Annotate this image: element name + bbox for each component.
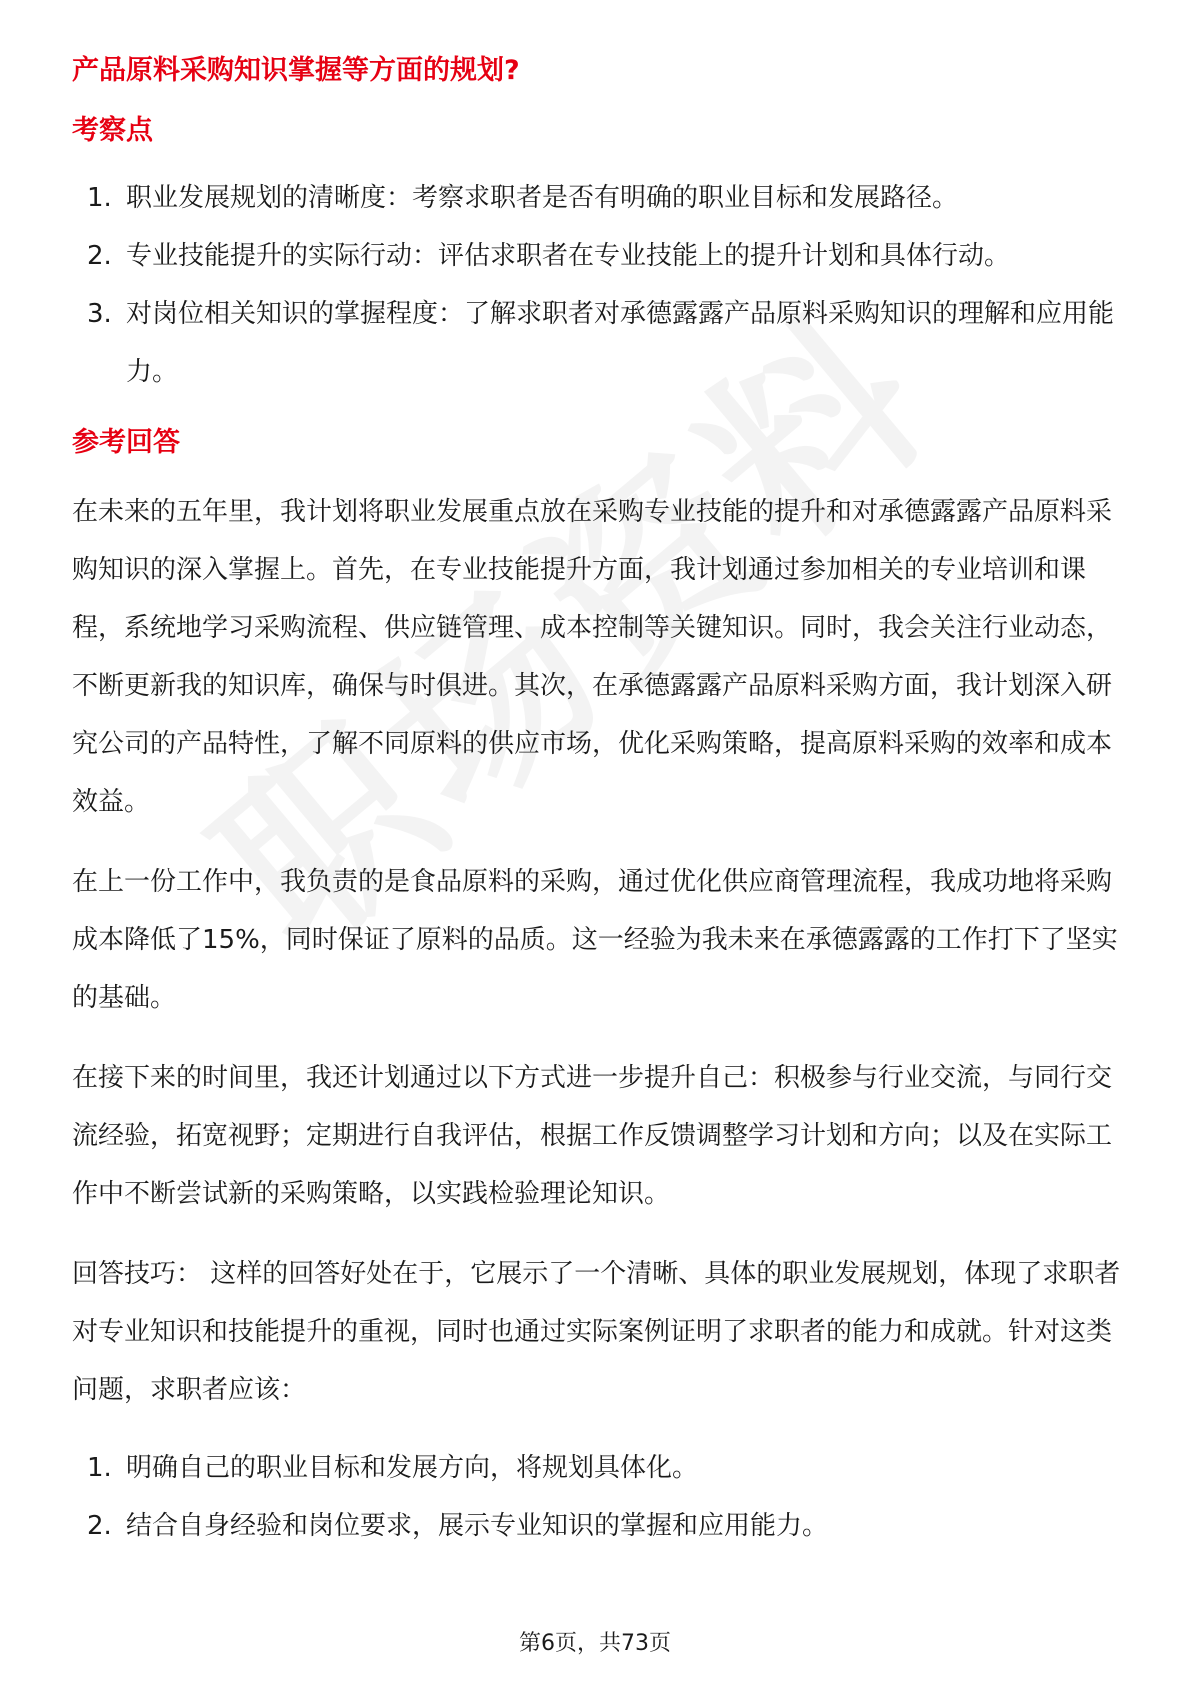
list-item-text: 结合自身经验和岗位要求，展示专业知识的掌握和应用能力。 — [126, 1511, 829, 1541]
list-item — [72, 1497, 1132, 1555]
answer-heading: 参考回答 — [72, 427, 180, 458]
page-content — [72, 45, 1132, 1555]
list-number: 2. — [87, 241, 112, 271]
list-number: 1. — [87, 183, 112, 213]
list-number: 1. — [87, 1453, 112, 1483]
tips-list — [72, 1439, 1132, 1555]
list-item — [72, 227, 1132, 285]
examination-heading: 考察点 — [72, 115, 153, 146]
answer-paragraph-3: 在接下来的时间里，我还计划通过以下方式进一步提升自己：积极参与行业交流，与同行交流经验，拓宽视野；定期进行自我评估，根据工作反馈调整学习计划和方向；以及在实际工作中不断尝试新的采购策略，以实践检验理论知识。 — [72, 1063, 1113, 1209]
answer-paragraph-2: 在上一份工作中，我负责的是食品原料的采购，通过优化供应商管理流程，我成功地将采购成本降低了15%，同时保证了原料的品质。这一经验为我未来在承德露露的工作打下了坚实的基础。 — [72, 867, 1118, 1013]
list-item-text: 对岗位相关知识的掌握程度：了解求职者对承德露露产品原料采购知识的理解和应用能力。 — [126, 299, 1115, 387]
list-number: 2. — [87, 1511, 112, 1541]
page-number: 第6页，共73页 — [519, 1631, 671, 1656]
question-title: 产品原料采购知识掌握等方面的规划? — [72, 55, 520, 86]
list-item-text: 明确自己的职业目标和发展方向，将规划具体化。 — [126, 1453, 699, 1483]
examination-list — [72, 169, 1132, 401]
list-item — [72, 1439, 1132, 1497]
list-item — [72, 169, 1132, 227]
answer-paragraph-1: 在未来的五年里，我计划将职业发展重点放在采购专业技能的提升和对承德露露产品原料采购知识的深入掌握上。首先，在专业技能提升方面，我计划通过参加相关的专业培训和课程，系统地学习采购流程、供应链管理、成本控制等关键知识。同时，我会关注行业动态，不断更新我的知识库，确保与时俱进。其次，在承德露露产品原料采购方面，我计划深入研究公司的产品特性，了解不同原料的供应市场，优化采购策略，提高原料采购的效率和成本效益。 — [72, 497, 1113, 817]
list-item-text: 职业发展规划的清晰度：考察求职者是否有明确的职业目标和发展路径。 — [126, 183, 959, 213]
list-number: 3. — [87, 299, 112, 329]
answer-tips-paragraph: 回答技巧： 这样的回答好处在于，它展示了一个清晰、具体的职业发展规划，体现了求职者对专业知识和技能提升的重视，同时也通过实际案例证明了求职者的能力和成就。针对这类问题，求职者应该： — [72, 1259, 1121, 1405]
list-item — [72, 285, 1132, 401]
list-item-text: 专业技能提升的实际行动：评估求职者在专业技能上的提升计划和具体行动。 — [126, 241, 1011, 271]
